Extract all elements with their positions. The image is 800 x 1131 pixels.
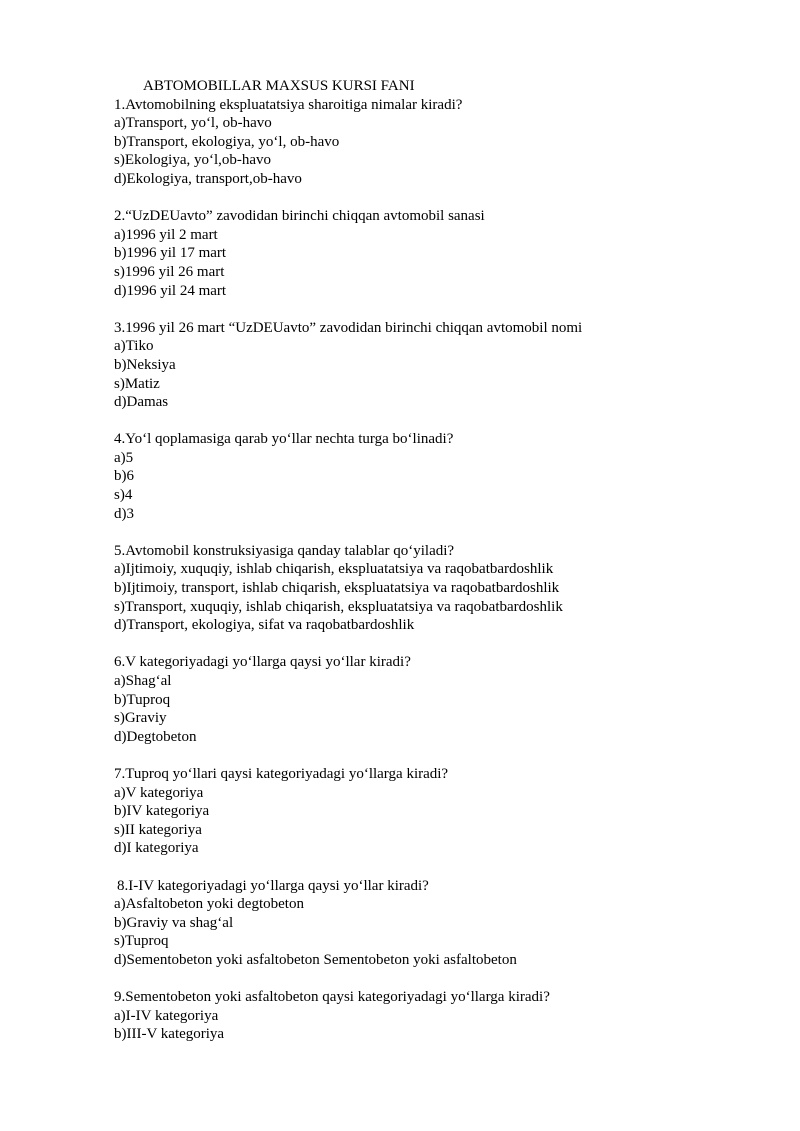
document-page [114,77,754,1062]
answer-option: b)Tuproq [114,691,171,708]
answer-option: a)V kategoriya [114,784,204,801]
question-9 [114,988,754,1044]
answer-option: d)1996 yil 24 mart [114,282,227,299]
question-text: 7.Tuproq yo‘llari qaysi kategoriyadagi yo‘llarga kiradi? [114,765,449,782]
answer-option: a)Asfaltobeton yoki degtobeton [114,896,304,913]
answer-option: d)Degtobeton [114,728,197,745]
document-title: ABTOMOBILLAR MAXSUS KURSI FANI [143,78,415,94]
answer-option: s)Tuproq [114,933,169,950]
answer-option: a)Transport, yo‘l, ob-havo [114,115,272,132]
question-list [114,96,754,1044]
answer-option: d)I kategoriya [114,840,199,857]
answer-option: b)IV kategoriya [114,803,210,820]
question-7 [114,765,754,858]
question-5 [114,542,754,635]
answer-option: b)III-V kategoriya [114,1026,225,1043]
answer-option: d)Sementobeton yoki asfaltobeton Sementobeton yoki asfaltobeton [114,951,517,968]
answer-option: s)Matiz [114,375,160,392]
answer-option: a)1996 yil 2 mart [114,226,218,243]
question-text: 6.V kategoriyadagi yo‘llarga qaysi yo‘llar kiradi? [114,654,411,671]
question-text: 5.Avtomobil konstruksiyasiga qanday talablar qo‘yiladi? [114,542,455,559]
answer-option: s)II kategoriya [114,821,202,838]
question-3 [114,319,754,412]
question-2 [114,207,754,300]
answer-option: b)Graviy va shag‘al [114,914,234,931]
answer-option: d)Damas [114,394,169,411]
answer-option: s)1996 yil 26 mart [114,263,225,280]
question-text: 2.“UzDEUavto” zavodidan birinchi chiqqan avtomobil sanasi [114,208,485,225]
answer-option: b)Ijtimoiy, transport, ishlab chiqarish, ekspluatatsiya va raqobatbardoshlik [114,580,560,597]
answer-option: d)Transport, ekologiya, sifat va raqobatbardoshlik [114,617,415,634]
question-6 [114,653,754,746]
answer-option: s)Graviy [114,710,167,727]
question-text: 8.I-IV kategoriyadagi yo‘llarga qaysi yo‘llar kiradi? [117,877,429,894]
answer-option: d)Ekologiya, transport,ob-havo [114,170,302,187]
answer-option: a)Shag‘al [114,673,172,689]
question-8 [114,877,754,970]
question-4 [114,430,754,523]
answer-option: a)Tiko [114,338,154,355]
answer-option: b)Transport, ekologiya, yo‘l, ob-havo [114,133,340,150]
answer-option: b)6 [114,468,134,485]
answer-option: b)1996 yil 17 mart [114,245,227,262]
answer-option: a)Ijtimoiy, xuquqiy, ishlab chiqarish, ekspluatatsiya va raqobatbardoshlik [114,561,554,578]
answer-option: s)Transport, xuquqiy, ishlab chiqarish, ekspluatatsiya va raqobatbardoshlik [114,598,563,615]
answer-option: s)4 [114,487,133,504]
question-text: 4.Yo‘l qoplamasiga qarab yo‘llar nechta turga bo‘linadi? [114,431,454,448]
answer-option: d)3 [114,505,134,522]
question-text: 1.Avtomobilning ekspluatatsiya sharoitiga nimalar kiradi? [114,96,463,113]
answer-option: a)I-IV kategoriya [114,1007,219,1024]
answer-option: b)Neksiya [114,356,176,373]
question-text: 9.Sementobeton yoki asfaltobeton qaysi kategoriyadagi yo‘llarga kiradi? [114,989,550,1006]
answer-option: a)5 [114,449,134,466]
question-text: 3.1996 yil 26 mart “UzDEUavto” zavodidan birinchi chiqqan avtomobil nomi [114,319,583,336]
question-1 [114,96,754,189]
answer-option: s)Ekologiya, yo‘l,ob-havo [114,152,272,169]
